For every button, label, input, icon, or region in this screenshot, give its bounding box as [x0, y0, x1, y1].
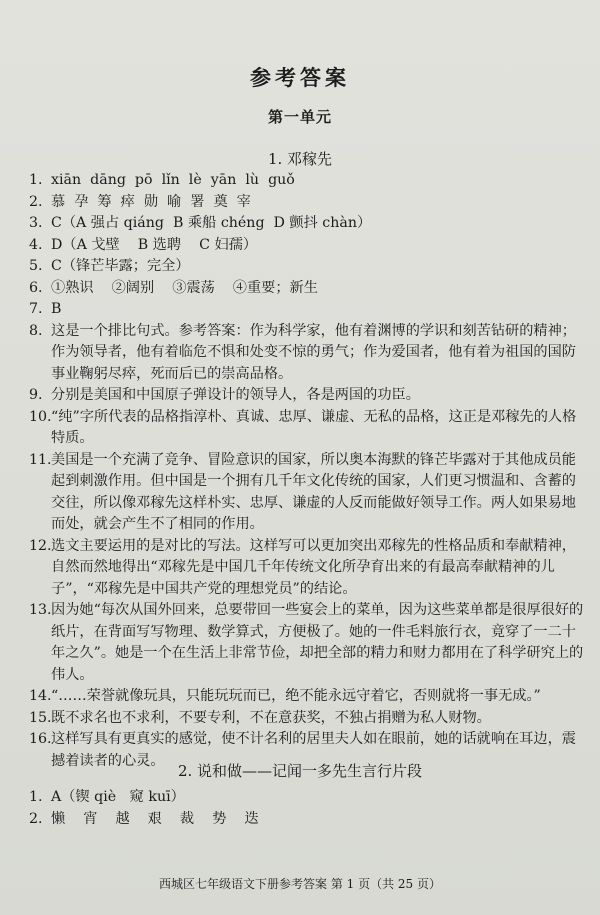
answer-text: “纯”字所代表的品格指淳朴、真诚、忠厚、谦虚、无私的品格，这正是邓稼先的人格特质。: [51, 408, 577, 446]
answer-number: 1.: [29, 789, 43, 805]
answer-item: [29, 809, 589, 831]
page-title: 参考答案: [250, 65, 350, 90]
answer-text: 选文主要运用的是对比的写法。这样写可以更加突出邓稼先的性格品质和奉献精神，自然而然地得出“邓稼先是中国几千年传统文化所孕育出来的有最高奉献精神的儿子”，“邓稼先是中国共产党的理想党员”的结论。: [51, 537, 576, 597]
answer-text: C（A 强占 qiáng B 乘船 chéng D 颤抖 chàn）: [51, 215, 372, 231]
answer-number: 1.: [29, 172, 43, 188]
answer-item: [29, 450, 589, 536]
answer-number: 12.: [29, 537, 52, 554]
answer-text: 既不求名也不求利，不要专利，不在意获奖，不独占捐赠为私人财物。: [51, 709, 491, 726]
answer-number: 8.: [29, 322, 43, 339]
answer-number: 11.: [29, 451, 52, 468]
answer-number: 2.: [29, 193, 43, 210]
answer-number: 13.: [29, 602, 52, 618]
answer-text: 分别是美国和中国原子弹设计的领导人，各是两国的功臣。: [51, 387, 420, 403]
answer-number: 14.: [29, 688, 52, 704]
answer-item: [29, 235, 589, 257]
answer-text: 因为她“每次从国外回来，总要带回一些宴会上的菜单，因为这些菜单都是很厚很好的纸片，在背面写写物理、数学算式，方便极了。她的一件毛料旅行衣，竟穿了一二十年之久”。她是一个在生活上非常节俭，却把全部的精力和财力都用在了科学研究上的伟人。: [51, 602, 584, 683]
answer-number: 10.: [29, 408, 52, 425]
answer-item: [29, 536, 589, 601]
answer-item: [29, 192, 589, 214]
answer-item: [29, 407, 589, 450]
answer-item: [29, 600, 589, 686]
answer-text: ①熟识 ②阔别 ③震荡 ④重要；新生: [51, 279, 318, 296]
answer-item: [29, 686, 589, 708]
answer-number: 2.: [29, 810, 43, 827]
answer-text: xiān dāng pō lǐn lè yān lù guǒ: [51, 172, 295, 188]
answer-item: [29, 321, 589, 386]
answer-text: 美国是一个充满了竞争、冒险意识的国家，所以奥本海默的锋芒毕露对于其他成员能起到刺激作用。但中国是一个拥有几千年文化传统的国家，人们更习惯温和、含蓄的交往，所以像邓稼先这样朴实、忠厚、谦虚的人反而能做好领导工作。两人如果易地而处，就会产生不了相同的作用。: [51, 451, 576, 532]
answer-item: [29, 278, 589, 300]
answer-text: 这是一个排比句式。参考答案：作为科学家，他有着渊博的学识和刻苦钻研的精神；作为领导者，他有着临危不惧和处变不惊的勇气；作为爱国者，他有着为祖国的国防事业鞠躬尽瘁，死而后已的崇高品格。: [51, 322, 576, 382]
lesson-1-heading: 1. 邓稼先: [267, 150, 333, 168]
answer-number: 16.: [29, 731, 52, 747]
answer-number: 5.: [29, 258, 43, 274]
answer-item: [29, 708, 589, 730]
answer-number: 9.: [29, 387, 43, 403]
lesson-1-answers: [29, 170, 589, 772]
lesson-2-answers: [29, 787, 589, 830]
answer-number: 15.: [29, 709, 52, 726]
answer-text: 慕 孕 筹 瘁 勋 喻 署 奠 宰: [51, 193, 251, 210]
unit-heading: 第一单元: [267, 108, 332, 126]
answer-item: [29, 787, 589, 809]
answer-number: 7.: [29, 301, 43, 317]
answer-item: [29, 299, 589, 321]
answer-text: 懒 宵 越 艰 裁 势 迭: [51, 810, 259, 827]
answer-text: C（锋芒毕露；完全）: [51, 258, 190, 274]
answer-text: B: [51, 301, 62, 317]
answer-item: [29, 385, 589, 407]
answer-text: “……荣誉就像玩具，只能玩玩而已，绝不能永远守着它，否则就将一事无成。”: [51, 688, 541, 704]
answer-text: D（A 戈壁 B 选聘 C 妇孺）: [51, 236, 258, 253]
answer-number: 4.: [29, 236, 43, 253]
answer-text: 这样写具有更真实的感觉，使不计名利的居里夫人如在眼前，她的话就响在耳边，震撼着读者的心灵。: [51, 731, 576, 769]
answer-item: [29, 213, 589, 235]
answer-text: A（锲 qiè 窥 kuī）: [51, 789, 185, 805]
answer-item: [29, 170, 589, 192]
answer-number: 3.: [29, 215, 43, 231]
answer-item: [29, 256, 589, 278]
lesson-2-heading: 2. 说和做——记闻一多先生言行片段: [177, 762, 423, 780]
page-footer: 西城区七年级语文下册参考答案 第 1 页（共 25 页）: [159, 877, 441, 891]
answer-number: 6.: [29, 279, 43, 296]
